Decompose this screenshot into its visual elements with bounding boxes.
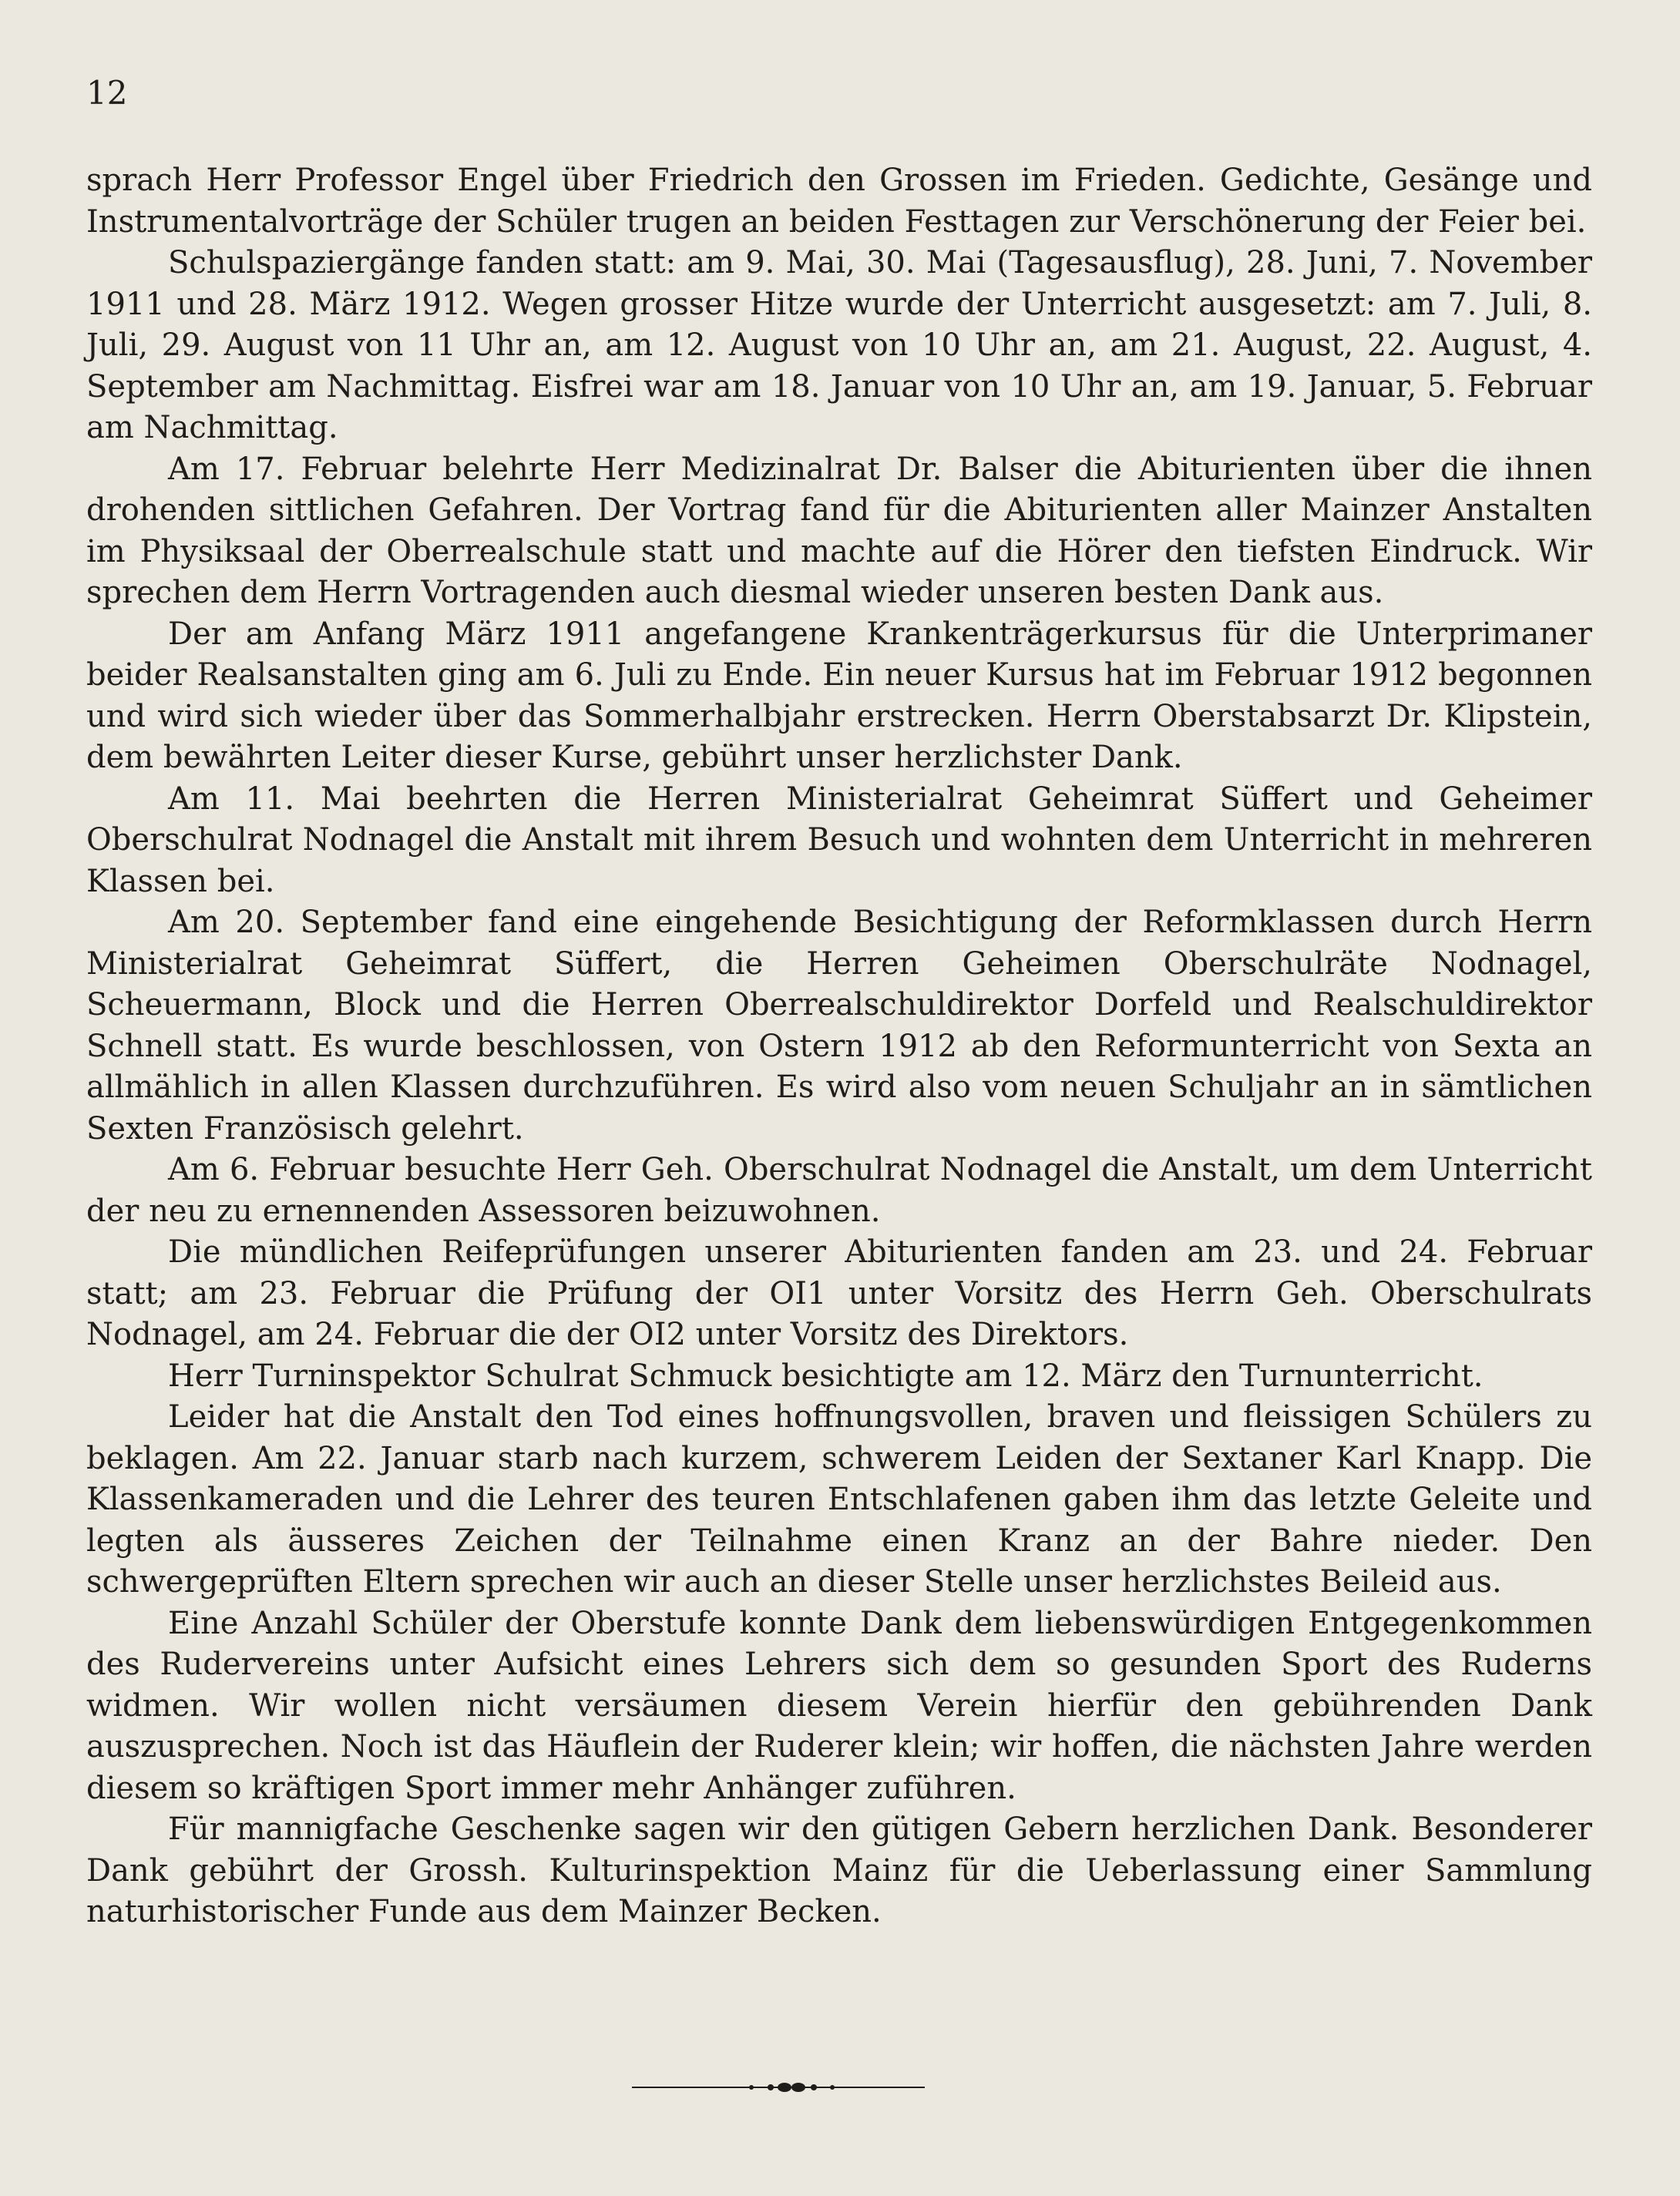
paragraph-school-walks: Schulspaziergänge fanden statt: am 9. Mai, 30. Mai (Tagesausflug), 28. Juni, 7. November 1911 und 28. März 1912. Wegen grosser Hitze wurde der Unterricht ausgesetzt: am 7. Juli, 8. Juli, 29. August von 11 Uhr an, am 12. August von 10 Uhr an, am 21. August, 22. August, 4. September am Nachmittag. Eisfrei war am 18. Januar von 10 Uhr an, am 19. Januar, 5. Februar am Nachmittag. [86, 245, 1592, 445]
paragraph-visit-february: Am 6. Februar besuchte Herr Geh. Oberschulrat Nodnagel die Anstalt, um dem Unterricht der neu zu ernennenden Assessoren beizuwohnen. [86, 1152, 1592, 1229]
paragraph-visit-may: Am 11. Mai beehrten die Herren Ministerialrat Geheimrat Süffert und Geheimer Oberschulrat Nodnagel die Anstalt mit ihrem Besuch und wohnten dem Unterricht in mehreren Klassen bei. [86, 781, 1592, 899]
paragraph-gymnastics-inspection: Herr Turninspektor Schulrat Schmuck besichtigte am 12. März den Turnunterricht. [168, 1358, 1483, 1394]
paragraph-final-exams: Die mündlichen Reifeprüfungen unserer Abiturienten fanden am 23. und 24. Februar statt; am 23. Februar die Prüfung der OI1 unter Vorsitz des Herrn Geh. Oberschulrats Nodnagel, am 24. Februar die der OI2 unter Vorsitz des Direktors. [86, 1234, 1592, 1352]
paragraph-lecture: Am 17. Februar belehrte Herr Medizinalrat Dr. Balser die Abiturienten über die ihnen drohenden sittlichen Gefahren. Der Vortrag fand für die Abiturienten aller Mainzer Anstalten im Physiksaal der Oberrealschule statt und machte auf die Hörer den tiefsten Eindruck. Wir sprechen dem Herrn Vortragenden auch diesmal wieder unseren besten Dank aus. [86, 451, 1592, 610]
paragraph-gifts: Für mannigfache Geschenke sagen wir den gütigen Gebern herzlichen Dank. Besonderer Dank gebührt der Grossh. Kulturinspektion Mainz für die Ueberlassung einer Sammlung naturhistorischer Funde aus dem Mainzer Becken. [86, 1812, 1592, 1929]
paragraph-first-aid-course: Der am Anfang März 1911 angefangene Krankenträgerkursus für die Unterprimaner beider Realsanstalten ging am 6. Juli zu Ende. Ein neuer Kursus hat im Februar 1912 begonnen und wird sich wieder über das Sommerhalbjahr erstrecken. Herrn Oberstabsarzt Dr. Klipstein, dem bewährten Leiter dieser Kurse, gebührt unser herzlichster Dank. [86, 616, 1592, 775]
paragraph-reform-classes: Am 20. September fand eine eingehende Besichtigung der Reformklassen durch Herrn Ministerialrat Geheimrat Süffert, die Herren Geheimen Oberschulräte Nodnagel, Scheuermann, Block und die Herren Oberrealschuldirektor Dorfeld und Realschuldirektor Schnell statt. Es wurde beschlossen, von Ostern 1912 ab den Reformunterricht von Sexta an allmählich in allen Klassen durchzuführen. Es wird also vom neuen Schuljahr an in sämtlichen Sexten Französisch gelehrt. [86, 905, 1592, 1147]
paragraph-rowing: Eine Anzahl Schüler der Oberstufe konnte Dank dem liebenswürdigen Entgegenkommen des Rudervereins unter Aufsicht eines Lehrers sich dem so gesunden Sport des Ruderns widmen. Wir wollen nicht versäumen diesem Verein hierfür den gebührenden Dank auszusprechen. Noch ist das Häuflein der Ruderer klein; wir hoffen, die nächsten Jahre werden diesem so kräftigen Sport immer mehr Anhänger zuführen. [86, 1605, 1592, 1806]
paragraph-festival: sprach Herr Professor Engel über Friedrich den Grossen im Frieden. Gedichte, Gesänge und Instrumentalvorträge der Schüler trugen an beiden Festtagen zur Verschönerung der Feier bei. [86, 163, 1592, 240]
body-text [86, 160, 1592, 1933]
page-number: 12 [86, 74, 128, 112]
ornament-divider-icon [632, 2076, 925, 2099]
paragraph-obituary: Leider hat die Anstalt den Tod eines hoffnungsvollen, braven und fleissigen Schülers zu beklagen. Am 22. Januar starb nach kurzem, schwerem Leiden der Sextaner Karl Knapp. Die Klassenkameraden und die Lehrer des teuren Entschlafenen gaben ihm das letzte Geleite und legten als äusseres Zeichen der Teilnahme einen Kranz an der Bahre nieder. Den schwergeprüften Eltern sprechen wir auch an dieser Stelle unser herzlichstes Beileid aus. [86, 1399, 1592, 1600]
